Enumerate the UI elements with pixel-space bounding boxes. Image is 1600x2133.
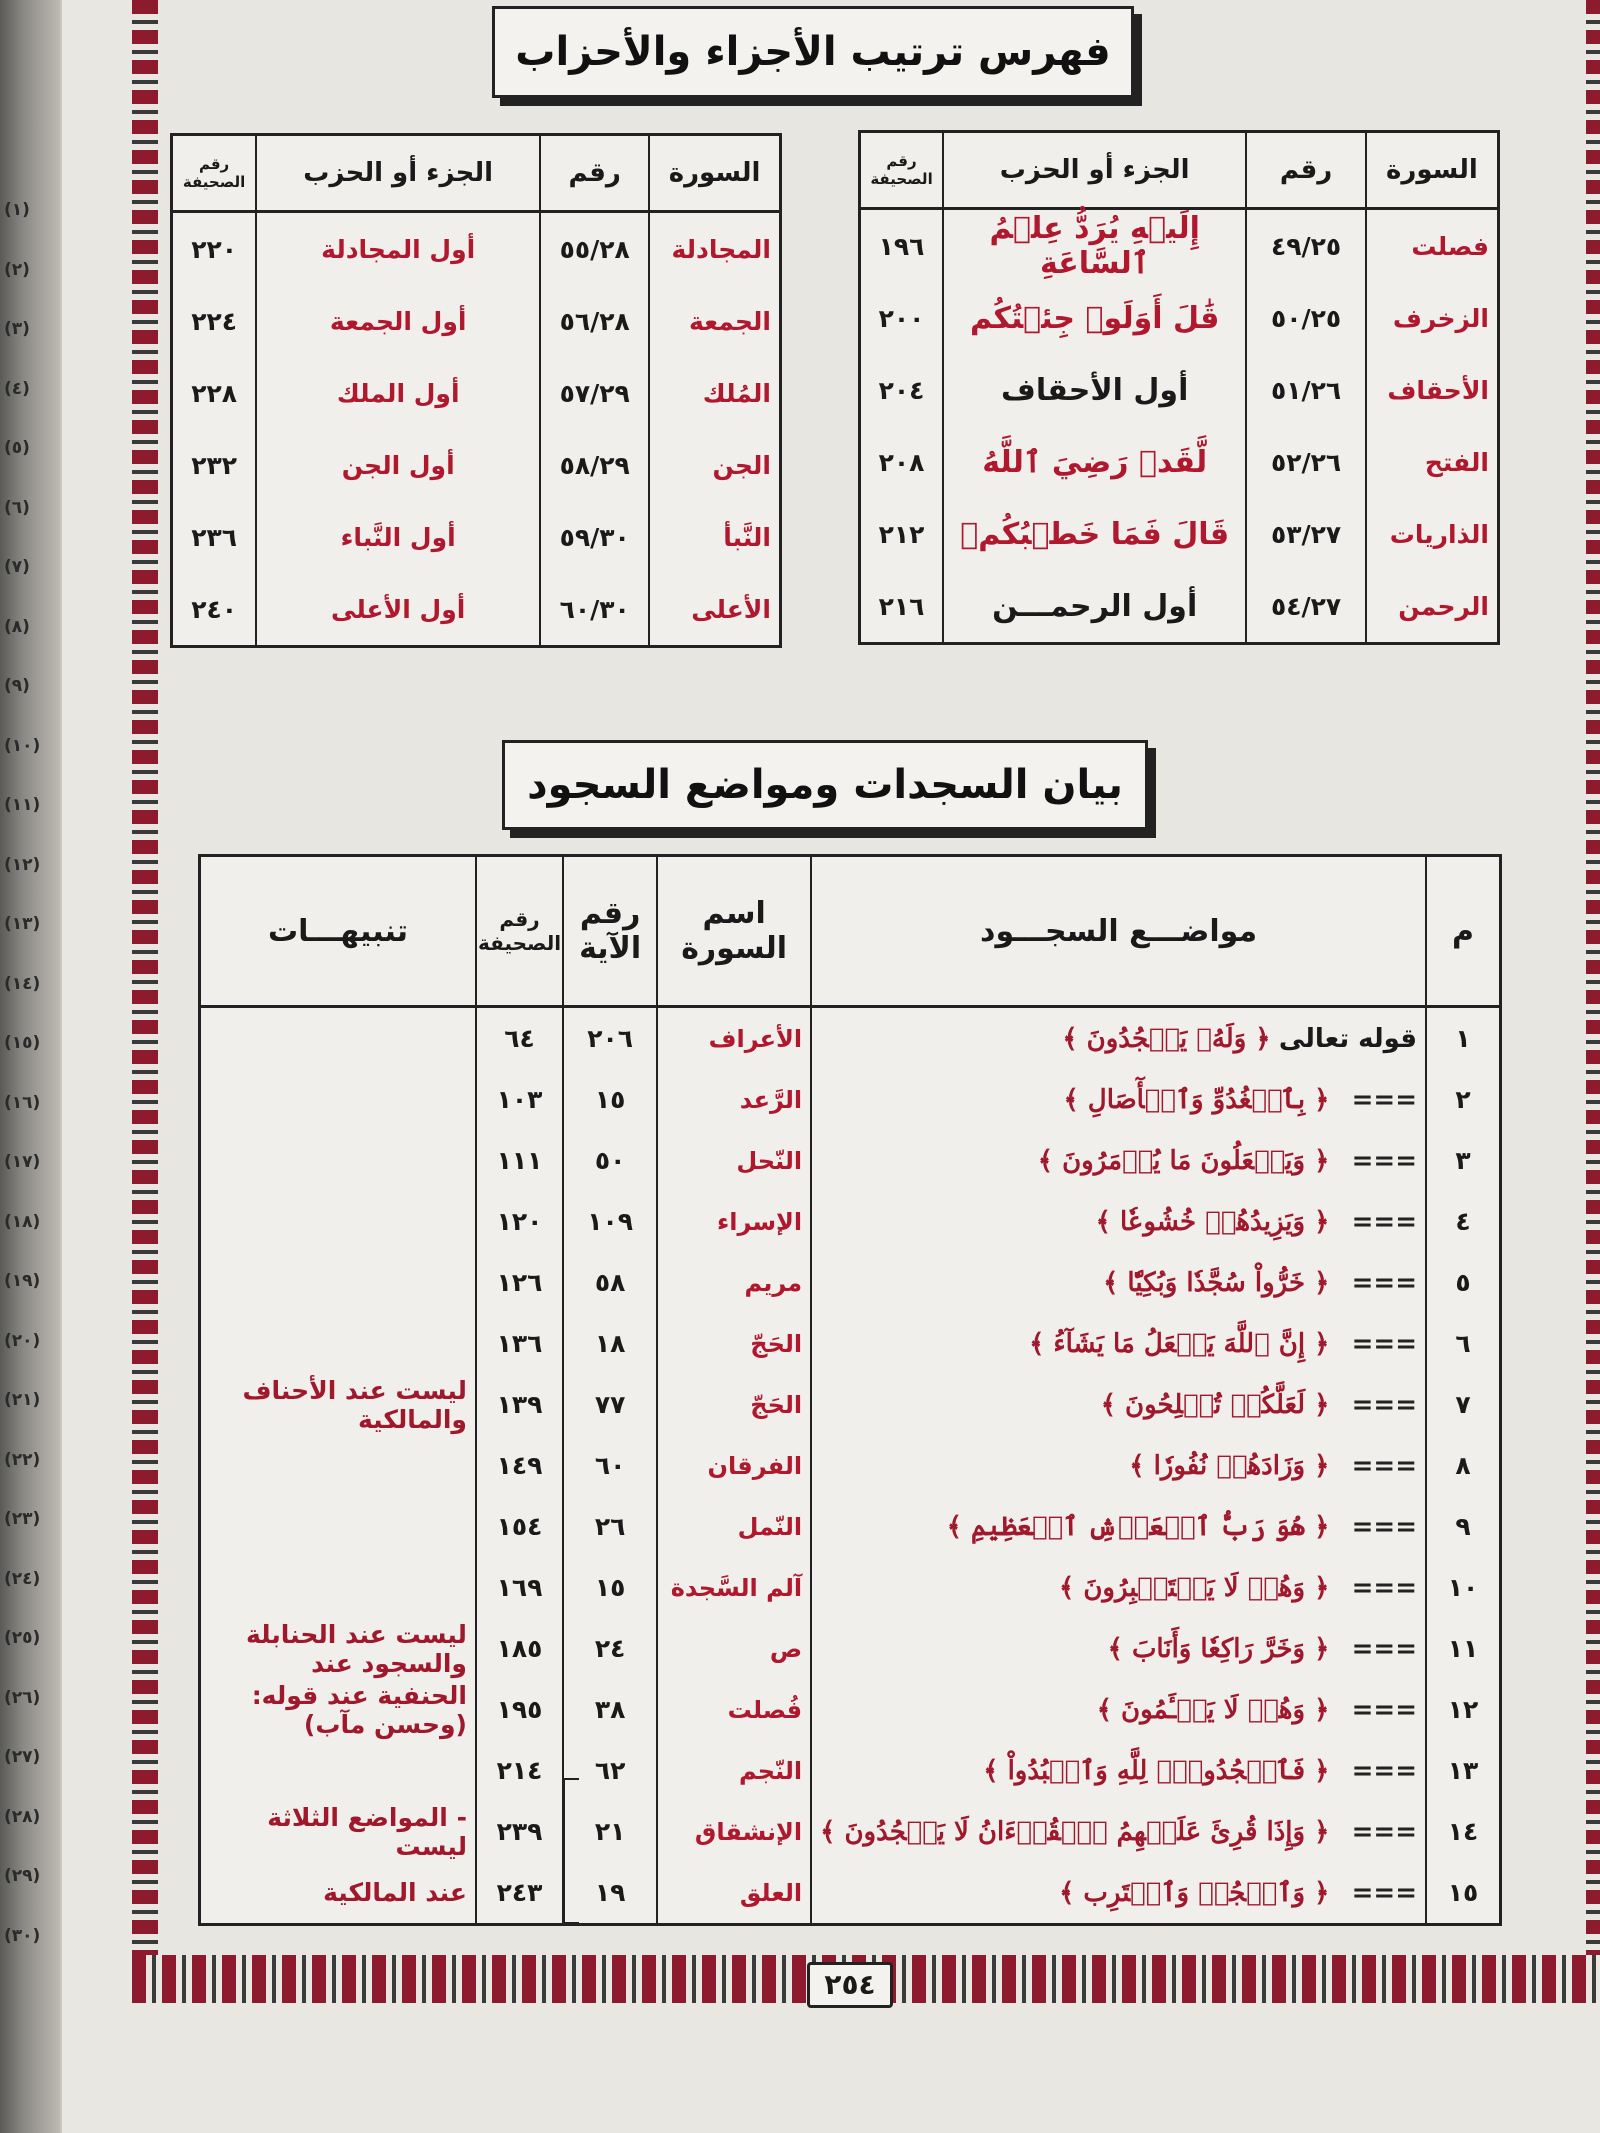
brace-close: ﴾ <box>946 1511 972 1542</box>
sajda-ayah-number: ١٥ <box>563 1069 657 1130</box>
sajda-page: ١١١ <box>476 1130 563 1191</box>
sajda-aya: وَإِذَا قُرِئَ عَلَيۡهِمُ ٱلۡقُرۡءَانُ لَا يَسۡجُدُونَ <box>844 1816 1306 1847</box>
sajda-prefix: قوله تعالى <box>1278 1023 1417 1054</box>
sajda-index: ١٤ <box>1426 1801 1501 1862</box>
sajda-aya: فَٱسۡجُدُواْۤ لِلَّهِ وَٱعۡبُدُواْ <box>1007 1755 1306 1786</box>
sajda-page: ١٣٩ <box>476 1374 563 1435</box>
brace-open: ﴿ <box>1305 1450 1330 1481</box>
border-left <box>132 0 158 2003</box>
index-surah: المجادلة <box>649 212 780 286</box>
index-row <box>860 426 1499 498</box>
sajda-ayah-number: ١٨ <box>563 1313 657 1374</box>
sajda-place <box>811 1801 1426 1862</box>
sajda-row <box>200 1007 1501 1070</box>
sajda-place <box>811 1007 1426 1070</box>
spine-number: (٢٢) <box>4 1449 41 1470</box>
spine-number: (٦) <box>4 497 30 518</box>
sajda-surah: مريم <box>657 1252 811 1313</box>
spine-number: (٨) <box>4 616 30 637</box>
brace-open: ﴿ <box>1305 1633 1330 1664</box>
sajda-index: ٩ <box>1426 1496 1501 1557</box>
sajda-aya: وَلَهُۥ يَسۡجُدُونَ <box>1086 1023 1247 1054</box>
index-page: ٢٣٢ <box>191 450 237 480</box>
sajda-note: عند المالكية <box>323 1878 467 1907</box>
sajda-aya: وَخَرَّ رَاكِعٗا وَأَنَابَ <box>1131 1633 1306 1664</box>
index-row <box>172 501 781 573</box>
sajda-place <box>811 1069 1426 1130</box>
sajda-row <box>200 1252 1501 1313</box>
index-page: ٢٢٨ <box>191 378 237 408</box>
brace-close: ﴾ <box>1129 1450 1154 1481</box>
sajda-surah: الأعراف <box>657 1007 811 1070</box>
index-row <box>860 282 1499 354</box>
sajda-note: - المواضع الثلاثة ليست <box>267 1802 467 1861</box>
brace-close: ﴾ <box>1062 1023 1087 1054</box>
ditto-mark: === <box>1351 1450 1417 1481</box>
header-index: م <box>1426 856 1501 1007</box>
sajda-row <box>200 1435 1501 1496</box>
header-page: رقم الصحيفة <box>172 135 257 212</box>
header-page-num: رقم الصحيفة <box>476 856 563 1007</box>
sajda-index: ٤ <box>1426 1191 1501 1252</box>
index-surah: الأحقاف <box>1366 354 1499 426</box>
index-surah: فصلت <box>1366 209 1499 283</box>
ditto-mark: === <box>1351 1755 1417 1786</box>
index-row <box>172 357 781 429</box>
sajda-ayah-number: ٢٤ <box>563 1618 657 1679</box>
index-header-row <box>860 132 1499 209</box>
sajda-surah: النّحل <box>657 1130 811 1191</box>
index-number: ٥٢/٢٦ <box>1246 426 1366 498</box>
index-juz: إِلَيۡهِ يُرَدُّ عِلۡمُ ٱلسَّاعَةِ <box>943 209 1246 283</box>
index-number: ٥٨/٢٩ <box>540 429 649 501</box>
sajda-index: ٧ <box>1426 1374 1501 1435</box>
sajda-ayah-number: ٥٨ <box>563 1252 657 1313</box>
spine-number: (١) <box>4 200 30 220</box>
sajda-row <box>200 1557 1501 1618</box>
ditto-mark: === <box>1351 1145 1417 1176</box>
sajda-place <box>811 1862 1426 1925</box>
ditto-mark: === <box>1351 1084 1417 1115</box>
sajda-ayah-number: ١٥ <box>563 1557 657 1618</box>
sajda-ayah-number: ١٠٩ <box>563 1191 657 1252</box>
sajda-surah: الحَجّ <box>657 1374 811 1435</box>
sajda-ayah-number: ١٩ <box>563 1862 657 1925</box>
sajda-aya: إِنَّ ٱللَّهَ يَفۡعَلُ مَا يَشَآءُ <box>1053 1328 1306 1359</box>
spine-number: (٥) <box>4 438 30 458</box>
sajda-page: ٢١٤ <box>476 1740 563 1801</box>
sajda-title-text: بيان السجدات ومواضع السجود <box>527 762 1123 808</box>
spine-number: (٢٧) <box>4 1747 41 1767</box>
index-juz: أول الرحمـــن <box>943 570 1246 644</box>
header-surah: السورة <box>1366 132 1499 209</box>
sajda-title <box>502 740 1148 830</box>
sajda-note <box>200 1557 476 1618</box>
ditto-mark: === <box>1351 1389 1417 1420</box>
brace-close: ﴾ <box>1063 1084 1088 1115</box>
sajda-place <box>811 1740 1426 1801</box>
index-surah: الأعلى <box>649 573 780 647</box>
sajda-surah: الحَجّ <box>657 1313 811 1374</box>
sajda-note: ليست عند الأحناف والمالكية <box>242 1375 467 1434</box>
sajda-place <box>811 1252 1426 1313</box>
index-surah: الجمعة <box>649 285 780 357</box>
index-juz: أول الأعلى <box>256 573 540 647</box>
sajda-aya: وَيَفۡعَلُونَ مَا يُؤۡمَرُونَ <box>1062 1145 1306 1176</box>
border-right <box>1586 0 1600 2003</box>
sajda-surah: الإسراء <box>657 1191 811 1252</box>
brace-open: ﴿ <box>1305 1877 1330 1908</box>
brace-open: ﴿ <box>1305 1511 1330 1542</box>
sajda-page: ١٨٥ <box>476 1618 563 1679</box>
sajda-row <box>200 1374 1501 1435</box>
sajda-index: ١ <box>1426 1007 1501 1070</box>
ditto-mark: === <box>1351 1633 1417 1664</box>
index-page: ٢٠٨ <box>878 447 925 477</box>
spine-number: (١١) <box>4 795 41 815</box>
sajda-row <box>200 1740 1501 1801</box>
sajda-row <box>200 1862 1501 1925</box>
sajda-ayah-number: ٢١ <box>563 1801 657 1862</box>
index-row <box>860 498 1499 570</box>
sajda-row <box>200 1130 1501 1191</box>
brace-close: ﴾ <box>1103 1267 1128 1298</box>
sajda-surah: فُصلت <box>657 1679 811 1740</box>
index-number: ٥٩/٣٠ <box>540 501 649 573</box>
sajda-ayah-number: ٢٠٦ <box>563 1007 657 1070</box>
header-number: رقم <box>540 135 649 212</box>
sajda-row <box>200 1679 1501 1740</box>
header-juz: الجزء أو الحزب <box>256 135 540 212</box>
spine-number: (٢٣) <box>4 1509 41 1529</box>
index-row <box>860 570 1499 644</box>
index-page: ٢٤٠ <box>191 594 237 624</box>
spine-number: (١٥) <box>4 1033 41 1053</box>
sajda-note <box>200 1435 476 1496</box>
brace-close: ﴾ <box>1059 1572 1084 1603</box>
spine-number: (٢) <box>4 259 30 280</box>
sajda-aya: وَٱسۡجُدۡ وَٱقۡتَرِب <box>1083 1877 1306 1908</box>
sajda-note <box>200 1496 476 1557</box>
sajda-page: ٦٤ <box>476 1007 563 1070</box>
spine-number: (١٩) <box>4 1271 41 1291</box>
brace-close: ﴾ <box>1029 1328 1054 1359</box>
sajda-note: الحنفية عند قوله: (وحسن مآب) <box>251 1680 467 1739</box>
header-number: رقم <box>1246 132 1366 209</box>
sajda-surah: ص <box>657 1618 811 1679</box>
sajda-aya: وَهُمۡ لَا يَسۡـَٔمُونَ <box>1121 1694 1306 1725</box>
sajda-surah: آلم السَّجدة <box>657 1557 811 1618</box>
brace-open: ﴿ <box>1305 1084 1330 1115</box>
index-juz: لَّقَدۡ رَضِيَ ٱللَّهُ <box>943 426 1246 498</box>
spine-number: (٣) <box>4 319 30 339</box>
sajda-page: ١٦٩ <box>476 1557 563 1618</box>
brace-open: ﴿ <box>1305 1389 1330 1420</box>
spine-number: (٣٠) <box>4 1925 41 1946</box>
brace-close: ﴾ <box>820 1816 845 1847</box>
brace-open: ﴿ <box>1246 1023 1271 1054</box>
sajda-index: ٥ <box>1426 1252 1501 1313</box>
sajda-index: ١٠ <box>1426 1557 1501 1618</box>
index-surah: الزخرف <box>1366 282 1499 354</box>
sajda-place <box>811 1557 1426 1618</box>
sajda-aya: هُوَ رَبُّ ٱلۡعَرۡشِ ٱلۡعَظِيمِ <box>971 1511 1306 1542</box>
sajda-page: ١٩٥ <box>476 1679 563 1740</box>
sajda-place <box>811 1374 1426 1435</box>
sajda-row <box>200 1801 1501 1862</box>
index-number: ٦٠/٣٠ <box>540 573 649 647</box>
index-row <box>172 429 781 501</box>
spine-number: (١٢) <box>4 854 41 875</box>
sajda-index: ٨ <box>1426 1435 1501 1496</box>
index-juz: أول الجمعة <box>256 285 540 357</box>
brace-close: ﴾ <box>1037 1145 1063 1176</box>
sajda-ayah-number: ٥٠ <box>563 1130 657 1191</box>
brace-open: ﴿ <box>1305 1145 1330 1176</box>
spine-number: (٤) <box>4 378 30 399</box>
sajda-note <box>200 1191 476 1252</box>
sajda-ayah-number: ٣٨ <box>563 1679 657 1740</box>
index-number: ٥١/٢٦ <box>1246 354 1366 426</box>
index-page: ٢٠٤ <box>878 375 925 405</box>
sajda-table <box>198 854 1502 1926</box>
spine-number: (٢٤) <box>4 1568 41 1589</box>
index-page: ٢٠٠ <box>878 303 925 333</box>
sajda-surah: الرَّعد <box>657 1069 811 1130</box>
sajda-index: ٣ <box>1426 1130 1501 1191</box>
index-row <box>172 573 781 647</box>
ditto-mark: === <box>1351 1816 1417 1847</box>
sajda-note <box>200 1252 476 1313</box>
sajda-row <box>200 1313 1501 1374</box>
brace-close: ﴾ <box>1107 1633 1132 1664</box>
sajda-page: ٢٤٣ <box>476 1862 563 1925</box>
spine-number: (١٦) <box>4 1092 41 1113</box>
index-juz: قَٰلَ أَوَلَوۡ جِئۡتُكُم <box>943 282 1246 354</box>
index-table-right <box>858 130 1500 645</box>
sajda-note: ليست عند الحنابلة والسجود عند <box>246 1619 467 1678</box>
index-row <box>172 285 781 357</box>
spine-number: (١٨) <box>4 1211 41 1232</box>
sajda-index: ١٢ <box>1426 1679 1501 1740</box>
sajda-index: ٢ <box>1426 1069 1501 1130</box>
header-juz: الجزء أو الحزب <box>943 132 1246 209</box>
index-number: ٥٠/٢٥ <box>1246 282 1366 354</box>
brace-open: ﴿ <box>1305 1755 1330 1786</box>
sajda-page: ١٣٦ <box>476 1313 563 1374</box>
index-title <box>492 6 1134 98</box>
brace-open: ﴿ <box>1305 1267 1330 1298</box>
header-surah: السورة <box>649 135 780 212</box>
sajda-aya: خَرُّواْ سُجَّدٗا وَبُكِيّٗا <box>1127 1267 1306 1298</box>
sajda-surah: الإنشقاق <box>657 1801 811 1862</box>
spine-number: (٢٦) <box>4 1687 41 1708</box>
ditto-mark: === <box>1351 1511 1417 1542</box>
index-number: ٥٧/٢٩ <box>540 357 649 429</box>
brace-close: ﴾ <box>983 1755 1008 1786</box>
sajda-surah: العلق <box>657 1862 811 1925</box>
spine-number: (٢٩) <box>4 1866 41 1886</box>
spine-number: (٢٨) <box>4 1806 41 1827</box>
index-number: ٥٥/٢٨ <box>540 212 649 286</box>
notes-bracket <box>563 1778 579 1924</box>
sajda-place <box>811 1679 1426 1740</box>
index-header-row <box>172 135 781 212</box>
sajda-place <box>811 1313 1426 1374</box>
index-number: ٥٦/٢٨ <box>540 285 649 357</box>
index-number: ٥٤/٢٧ <box>1246 570 1366 644</box>
sajda-ayah-number: ٦٢ <box>563 1740 657 1801</box>
sajda-aya: وَهُمۡ لَا يَسۡتَكۡبِرُونَ <box>1083 1572 1306 1603</box>
sajda-page: ١٠٣ <box>476 1069 563 1130</box>
sajda-place <box>811 1130 1426 1191</box>
spine-number: (٢٥) <box>4 1628 41 1648</box>
sajda-page: ١٥٤ <box>476 1496 563 1557</box>
index-surah: الفتح <box>1366 426 1499 498</box>
sajda-ayah-number: ٦٠ <box>563 1435 657 1496</box>
index-table-left <box>170 133 782 648</box>
sajda-place <box>811 1618 1426 1679</box>
index-juz: أول الأحقاف <box>943 354 1246 426</box>
index-surah: الذاريات <box>1366 498 1499 570</box>
sajda-note <box>200 1069 476 1130</box>
sajda-note <box>200 1130 476 1191</box>
header-aya-num: رقم الآية <box>563 856 657 1007</box>
sajda-ayah-number: ٧٧ <box>563 1374 657 1435</box>
index-surah: النَّبأ <box>649 501 780 573</box>
sajda-page: ١٢٠ <box>476 1191 563 1252</box>
ditto-mark: === <box>1351 1328 1417 1359</box>
index-page: ٢٢٠ <box>191 234 237 264</box>
spine-number: (٧) <box>4 557 30 577</box>
index-row <box>172 212 781 286</box>
sajda-note <box>200 1007 476 1070</box>
sajda-note <box>200 1740 476 1801</box>
header-places: مواضـــع السجـــود <box>811 856 1426 1007</box>
index-number: ٥٣/٢٧ <box>1246 498 1366 570</box>
page-number <box>807 1962 893 2008</box>
sajda-note <box>200 1313 476 1374</box>
sajda-place <box>811 1191 1426 1252</box>
index-row <box>860 354 1499 426</box>
sajda-row <box>200 1069 1501 1130</box>
index-surah: الجن <box>649 429 780 501</box>
ditto-mark: === <box>1351 1694 1417 1725</box>
header-surah-name: اسم السورة <box>657 856 811 1007</box>
index-page: ٢٢٤ <box>191 306 237 336</box>
header-notes: تنبيهـــات <box>200 856 476 1007</box>
brace-close: ﴾ <box>1100 1389 1126 1420</box>
sajda-index: ١٥ <box>1426 1862 1501 1925</box>
ditto-mark: === <box>1351 1572 1417 1603</box>
sajda-page: ١٢٦ <box>476 1252 563 1313</box>
sajda-index: ٦ <box>1426 1313 1501 1374</box>
spine-number: (١٤) <box>4 973 41 994</box>
sajda-place <box>811 1496 1426 1557</box>
sajda-surah: النّمل <box>657 1496 811 1557</box>
brace-open: ﴿ <box>1305 1816 1330 1847</box>
sajda-row <box>200 1191 1501 1252</box>
sajda-surah: النّجم <box>657 1740 811 1801</box>
sajda-row <box>200 1618 1501 1679</box>
index-juz: أول الجن <box>256 429 540 501</box>
ditto-mark: === <box>1351 1267 1417 1298</box>
sajda-index: ١٣ <box>1426 1740 1501 1801</box>
sajda-aya: لَعَلَّكُمۡ تُفۡلِحُونَ <box>1125 1389 1306 1420</box>
sajda-surah: الفرقان <box>657 1435 811 1496</box>
spine-number: (١٧) <box>4 1152 41 1172</box>
spine-number: (٢١) <box>4 1390 41 1410</box>
index-juz: أول المجادلة <box>256 212 540 286</box>
sajda-header-row <box>200 856 1501 1007</box>
page-number-text: ٢٥٤ <box>824 1968 876 2001</box>
brace-open: ﴿ <box>1305 1206 1330 1237</box>
index-surah: المُلك <box>649 357 780 429</box>
sajda-ayah-number: ٢٦ <box>563 1496 657 1557</box>
sajda-place <box>811 1435 1426 1496</box>
brace-open: ﴿ <box>1305 1328 1330 1359</box>
brace-close: ﴾ <box>1095 1206 1120 1237</box>
spine-number: (١٣) <box>4 914 41 934</box>
index-number: ٤٩/٢٥ <box>1246 209 1366 283</box>
spine-number: (١٠) <box>4 735 41 756</box>
index-row <box>860 209 1499 283</box>
spine-number: (٩) <box>4 676 30 696</box>
sajda-aya: وَزَادَهُمۡ نُفُورٗا <box>1153 1450 1306 1481</box>
header-page: رقم الصحيفة <box>860 132 944 209</box>
sajda-index: ١١ <box>1426 1618 1501 1679</box>
index-title-text: فهرس ترتيب الأجزاء والأحزاب <box>515 29 1111 75</box>
sajda-row <box>200 1496 1501 1557</box>
index-juz: قَالَ فَمَا خَطۡبُكُمۡ <box>943 498 1246 570</box>
sajda-page: ٢٣٩ <box>476 1801 563 1862</box>
brace-close: ﴾ <box>1059 1877 1084 1908</box>
sajda-aya: وَيَزِيدُهُمۡ خُشُوعٗا <box>1119 1206 1306 1237</box>
index-page: ١٩٦ <box>878 231 925 261</box>
ditto-mark: === <box>1351 1877 1417 1908</box>
sajda-aya: بِٱلۡغُدُوِّ وَٱلۡأٓصَالِ <box>1087 1084 1306 1115</box>
index-juz: أول الملك <box>256 357 540 429</box>
spine-number: (٢٠) <box>4 1330 41 1351</box>
brace-open: ﴿ <box>1305 1694 1330 1725</box>
index-page: ٢٣٦ <box>191 522 237 552</box>
brace-open: ﴿ <box>1305 1572 1330 1603</box>
index-juz: أول النَّباء <box>256 501 540 573</box>
index-page: ٢١٢ <box>878 519 925 549</box>
brace-close: ﴾ <box>1096 1694 1122 1725</box>
sajda-page: ١٤٩ <box>476 1435 563 1496</box>
index-page: ٢١٦ <box>878 591 925 621</box>
ditto-mark: === <box>1351 1206 1417 1237</box>
index-surah: الرحمن <box>1366 570 1499 644</box>
